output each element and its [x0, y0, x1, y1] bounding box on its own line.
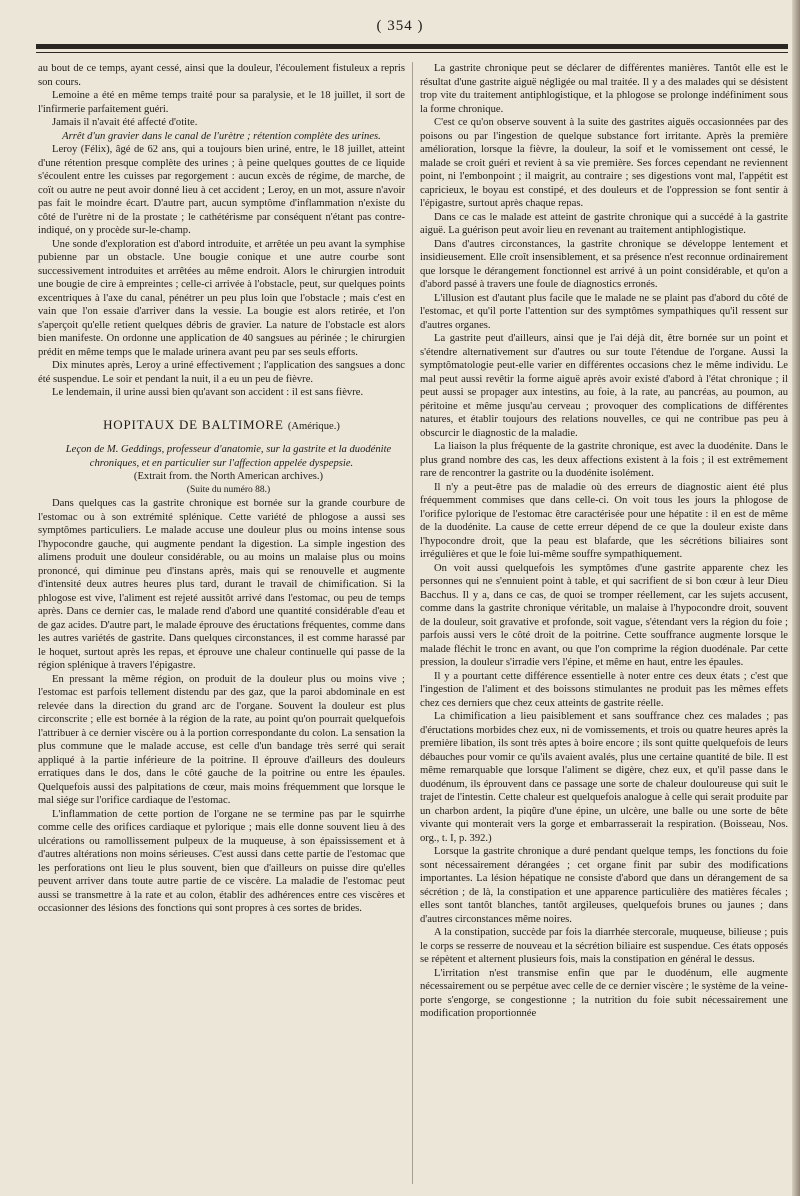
- right-column: [420, 62, 788, 1186]
- header-rule-thin: [36, 52, 788, 53]
- paragraph: Une sonde d'exploration est d'abord introduite, et arrêtée un peu avant la symphise pubienne par un obstacle. Une bougie conique et une autre courbe sont successivement introduites et arrêtées au même endroit. Alors le chirurgien introduit une bougie de cire à empreintes ; celle-ci arrivée à l'obstacle, peut, sur quelques points excentriques à l'axe du canal, pénétrer un peu plus loin que l'obstacle ; mais c'est en vain que l'on essaie d'arriver dans la vessie. La bougie est alors retirée, et l'on s'aperçoit qu'elle retient quelques débris de gravier. La nature de l'obstacle est alors bien manifeste. On ordonne une application de 40 sangsues au périnée ; le chirurgien prédit en même temps que le malade urinera avant peu par ses seuls efforts.: [38, 238, 405, 358]
- paragraph: Lemoine a été en même temps traité pour sa paralysie, et le 18 juillet, il sort de l'infirmerie parfaitement guéri.: [38, 90, 405, 115]
- paragraph: Dix minutes après, Leroy a uriné effectivement ; l'application des sangsues a donc été suspendue. Le soir et pendant la nuit, il a eu un peu de fièvre.: [38, 360, 405, 385]
- paragraph: Le lendemain, il urine aussi bien qu'avant son accident : il est sans fièvre.: [52, 387, 364, 398]
- paragraph: A la constipation, succède par fois la diarrhée stercorale, muqueuse, bilieuse ; puis le corps se resserre de nouveau et la sécrétion biliaire est suspendue. Ces états opposés se répètent et alternent plusieurs fois, mais la constipation en général le dessus.: [420, 927, 788, 965]
- extract-note: (Extrait from. the North American archives.): [133, 471, 324, 482]
- paragraph: Dans d'autres circonstances, la gastrite chronique se développe lentement et insidieusement. Elle croît insensiblement, et sa présence n'est reconnue ordinairement que lorsque le dérangement fonctionnel est arrivé à un point considérable, et qu'on a d'abord passé à travers une foule de diagnostics erronés.: [420, 238, 788, 290]
- paragraph: On voit aussi quelquefois les symptômes d'une gastrite apparente chez les personnes qui ne s'ennuient point à table, et qui sacrifient de si bon cœur à leur Dieu Bacchus. Il y a, dans ce cas, de quoi se tromper réellement, car les sujets accusent, comme dans la gastrite chronique véritable, un malaise à l'hypocondre droit, souvent de la douleur, soit gravative et profonde, soit vague, s'étendant vers la région du foie ; parfois aussi vers le côté droit de la poitrine. Cette souffrance augmente lorsque le malade fléchit le tronc en avant, ou que l'on comprime la région duodénale. Par cette pression, la douleur s'irradie vers l'épine, et même en haut, entre les épaules.: [420, 562, 788, 668]
- paragraph: En pressant la même région, on produit de la douleur plus ou moins vive ; l'estomac est parfois tellement distendu par des gaz, que la paroi abdominale en est relevée dans la direction du grand arc de l'organe. Souvent la douleur est plus circonscrite ; elle est bornée à la région de la rate, au point qu'on pourrait quelquefois l'attribuer à ce dernier viscère ou à la portion correspondante du colon. La sensation la plus commune que le malade accuse, est celle d'un bandage très serré qui serait appliqué à la partie inférieure de la poitrine. Il éprouve d'ailleurs des douleurs erratiques dans le dos, dans le côté gauche de la poitrine ou entre les épaules. Quelquefois aussi des palpitations de cœur, mais moins fréquemment que lorsque le mal siége sur l'orifice cardiaque de l'estomac.: [38, 673, 405, 806]
- lecture-title: Leçon de M. Geddings, professeur d'anatomie, sur la gastrite et la duodénite chroniques, et en particulier sur l'affection appelée dyspepsie.: [65, 444, 392, 469]
- heading-title: HOPITAUX DE BALTIMORE: [103, 416, 284, 432]
- paragraph: La liaison la plus fréquente de la gastrite chronique, est avec la duodénite. Dans le plus grand nombre des cas, les deux affections existent à la fois ; il est extrêmement rare de rencontrer la gastrite ou la duodénite isolément.: [420, 441, 788, 479]
- paragraph: La chimification a lieu paisiblement et sans souffrance chez ces malades ; pas d'éructations morbides chez eux, ni de vomissements, et trois ou quatre heures après la première libation, ils sont très aptes à boire encore ; ils sont quitte quelquefois de leurs débauches pour vomir ce qu'ils avaient avalés, plus une certaine quantité de bile. Il est même remarquable que lorsque l'aliment se digère, chez eux, et qu'il passe dans le duodénum, ils éprouvent dans ce passage une sorte de chaleur douloureuse qui suit le trajet de l'intestin. Cette chaleur est quelquefois analogue à celle qui serait produite par un charbon ardent, la piqûre d'une épine, un ulcère, une balle ou une sorte de bête vivante qui monterait vers la gorge et embarrasserait la respiration. (Boisseau, Nos. org., t. I, p. 392.): [420, 711, 788, 844]
- paragraph: Lorsque la gastrite chronique a duré pendant quelque temps, les fonctions du foie sont nécessairement dérangées ; cet organe finit par subir des modifications importantes. La lésion hépatique ne consiste d'abord que dans un dérangement de sa sécrétion ; de là, la constipation et une apparence particulière des matières fécales ; elles sont tantôt blanches, tantôt argileuses, quelquefois brunes ou jaunes ; dans d'autres circonstances même noires.: [420, 846, 788, 925]
- left-column: [38, 62, 405, 1186]
- paragraph: Dans ce cas le malade est atteint de gastrite chronique qui a succédé à la gastrite aiguë. La guérison peut avoir lieu en revenant au traitement antiphlogistique.: [420, 211, 788, 236]
- section-heading: [38, 418, 405, 434]
- paragraph: Il n'y a peut-être pas de maladie où des erreurs de diagnostic aient été plus fréquemment commises que dans celle-ci. On voit tous les jours la phlogose de l'orifice pylorique de l'estomac être caractérisée pour une hépatite : il en est de même de la duodénite. La cause de cette erreur dépend de ce que la douleur existe dans l'hypocondre droit, que la peau est blafarde, que les sécrétions biliaires sont irrégulières et que le foie lui-même souffre sympathiquement.: [420, 481, 788, 560]
- continuation-note: (Suite du numéro 88.): [186, 484, 271, 495]
- case-title: Arrêt d'un gravier dans le canal de l'urètre ; rétention complète des urines.: [62, 130, 381, 142]
- heading-subtitle: (Amérique.): [287, 420, 340, 432]
- paragraph: au bout de ce temps, ayant cessé, ainsi que la douleur, l'écoulement fistuleux a repris son cours.: [38, 63, 405, 88]
- paragraph: L'illusion est d'autant plus facile que le malade ne se plaint pas d'abord du côté de l'estomac, et qu'il porte l'attention sur des symptômes sympathiques qu'il ressent sur d'autres organes.: [420, 292, 788, 331]
- paragraph: Leroy (Félix), âgé de 62 ans, qui a toujours bien uriné, entre, le 18 juillet, atteint d'une rétention presque complète des urines ; à peine quelques gouttes de ce liquide s'écoulent entre les cuisses par regorgement : aucun excès de régime, de marche, de coït ou autre ne peut avoir donné lieu à cet accident ; Leroy, en un mot, assure n'avoir pas fait le moindre écart. D'autre part, aucun symptôme d'inflammation n'existe du côté de l'urètre ni de la prostate ; le cathétérisme par conséquent n'étant pas contre-indiqué, on y procède sur-le-champ.: [38, 144, 405, 236]
- paragraph: L'irritation n'est transmise enfin que par le duodénum, elle augmente nécessairement ou se perpétue avec celle de ce dernier viscère ; le système de la veine-porte s'engorge, se congestionne ; la nutrition du foie subit nécessairement une modification proportionnée: [420, 967, 788, 1019]
- paragraph: La gastrite peut d'ailleurs, ainsi que je l'ai déjà dit, être bornée sur un point et s'étendre alternativement sur d'autres ou sur toute l'étendue de l'organe. Aussi la symptômatologie peut-elle varier en différentes occasions chez le même individu. Le mal peut aussi revêtir la forme aiguë après avoir existé d'abord à l'état chronique ; il peut aussi se propager aux intestins, au foie, à la rate, au pancréas, au poumon, au péritoine et même jusqu'au cerveau ; provoquer des complications de différentes natures, et établir toujours des relations nouvelles, ce qui ne contribue pas peu à obscurcir le diagnostic de la maladie.: [420, 333, 788, 439]
- paragraph: Jamais il n'avait été affecté d'otite.: [52, 117, 198, 128]
- paragraph: Il y a pourtant cette différence essentielle à noter entre ces deux états ; c'est que l'ingestion de l'aliment et des boissons stimulantes ne produit pas les mêmes effets chez ces derniers que chez ceux atteints de gastrite réelle.: [420, 670, 788, 709]
- paragraph: La gastrite chronique peut se déclarer de différentes manières. Tantôt elle est le résultat d'une gastrite aiguë négligée ou mal traitée. Il y a des malades qui se désistent trop vite du traitement antiphlogistique, et la phlogose se prolonge indéfiniment sous la forme chronique.: [420, 63, 788, 115]
- paragraph: C'est ce qu'on observe souvent à la suite des gastrites aiguës occasionnées par des poisons ou par l'ingestion de quelque substance fort irritante. Après la première amélioration, lorsque la fièvre, la douleur, la soif et le vomissement ont cessé, le malade se croit guéri et revient à sa vie première. Ses forces cependant ne reviennent point, ni l'embonpoint ; il maigrit, au contraire ; ses digestions vont mal, l'appétit est capricieux, le boyau est constipé, et des douleurs et de l'oppression se font sentir à l'épigastre, surtout après chaque repas.: [420, 117, 788, 209]
- paragraph: Dans quelques cas la gastrite chronique est bornée sur la grande courbure de l'estomac ou à son extrémité splénique. Cette variété de phlogose a aussi ses symptômes particuliers. Le malade accuse une douleur plus ou moins intense sous l'hypocondre gauche, qui augmente pendant la digestion. La simple ingestion des alimens produit une douleur considérable, ou au moins un malaise plus ou moins prononcé, qui diminue peu d'instans après, mais qui se renouvelle et augmente d'intensité deux autres heures plus tard, durant le travail de chimification. Si la phlogose est vive, l'aliment est rejeté aussitôt arrivé dans l'estomac, ou peu de temps après. Dans ce dernier cas, le malade rend d'abord une quantité considérable d'eau et de gaz acides. D'autre part, le malade éprouve des éructations fréquentes, comme dans les autres variétés de gastrite. Dans quelques circonstances, il est comme harassé par le hoquet, surtout après les repas, et éprouve une chaleur continuelle qui passe de la région splénique à travers l'épigastre.: [38, 498, 405, 671]
- header-rule-thick: [36, 44, 788, 49]
- page-number: ( 354 ): [376, 18, 424, 34]
- column-divider: [412, 62, 413, 1184]
- paragraph: L'inflammation de cette portion de l'organe ne se termine pas par le squirrhe comme celle des orifices cardiaque et pylorique ; mais elle donne souvent lieu à des ulcérations ou ramollissement pulpeux de la muqueuse, à son épaississement et à d'autres altérations non moins sérieuses. C'est aussi dans cette partie de l'estomac que les perforations ont lieu le plus souvent, bien que d'ailleurs on puisse dire qu'elles peuvent arriver dans toute autre partie de ce viscère. La maladie de l'estomac peut aussi se transmettre à la rate et au colon, établir des adhérences entre ces viscères et occasionner des lésions des fonctions qui sont propres à ces sortes de brides.: [38, 808, 405, 914]
- page-edge-shadow: [792, 0, 800, 1196]
